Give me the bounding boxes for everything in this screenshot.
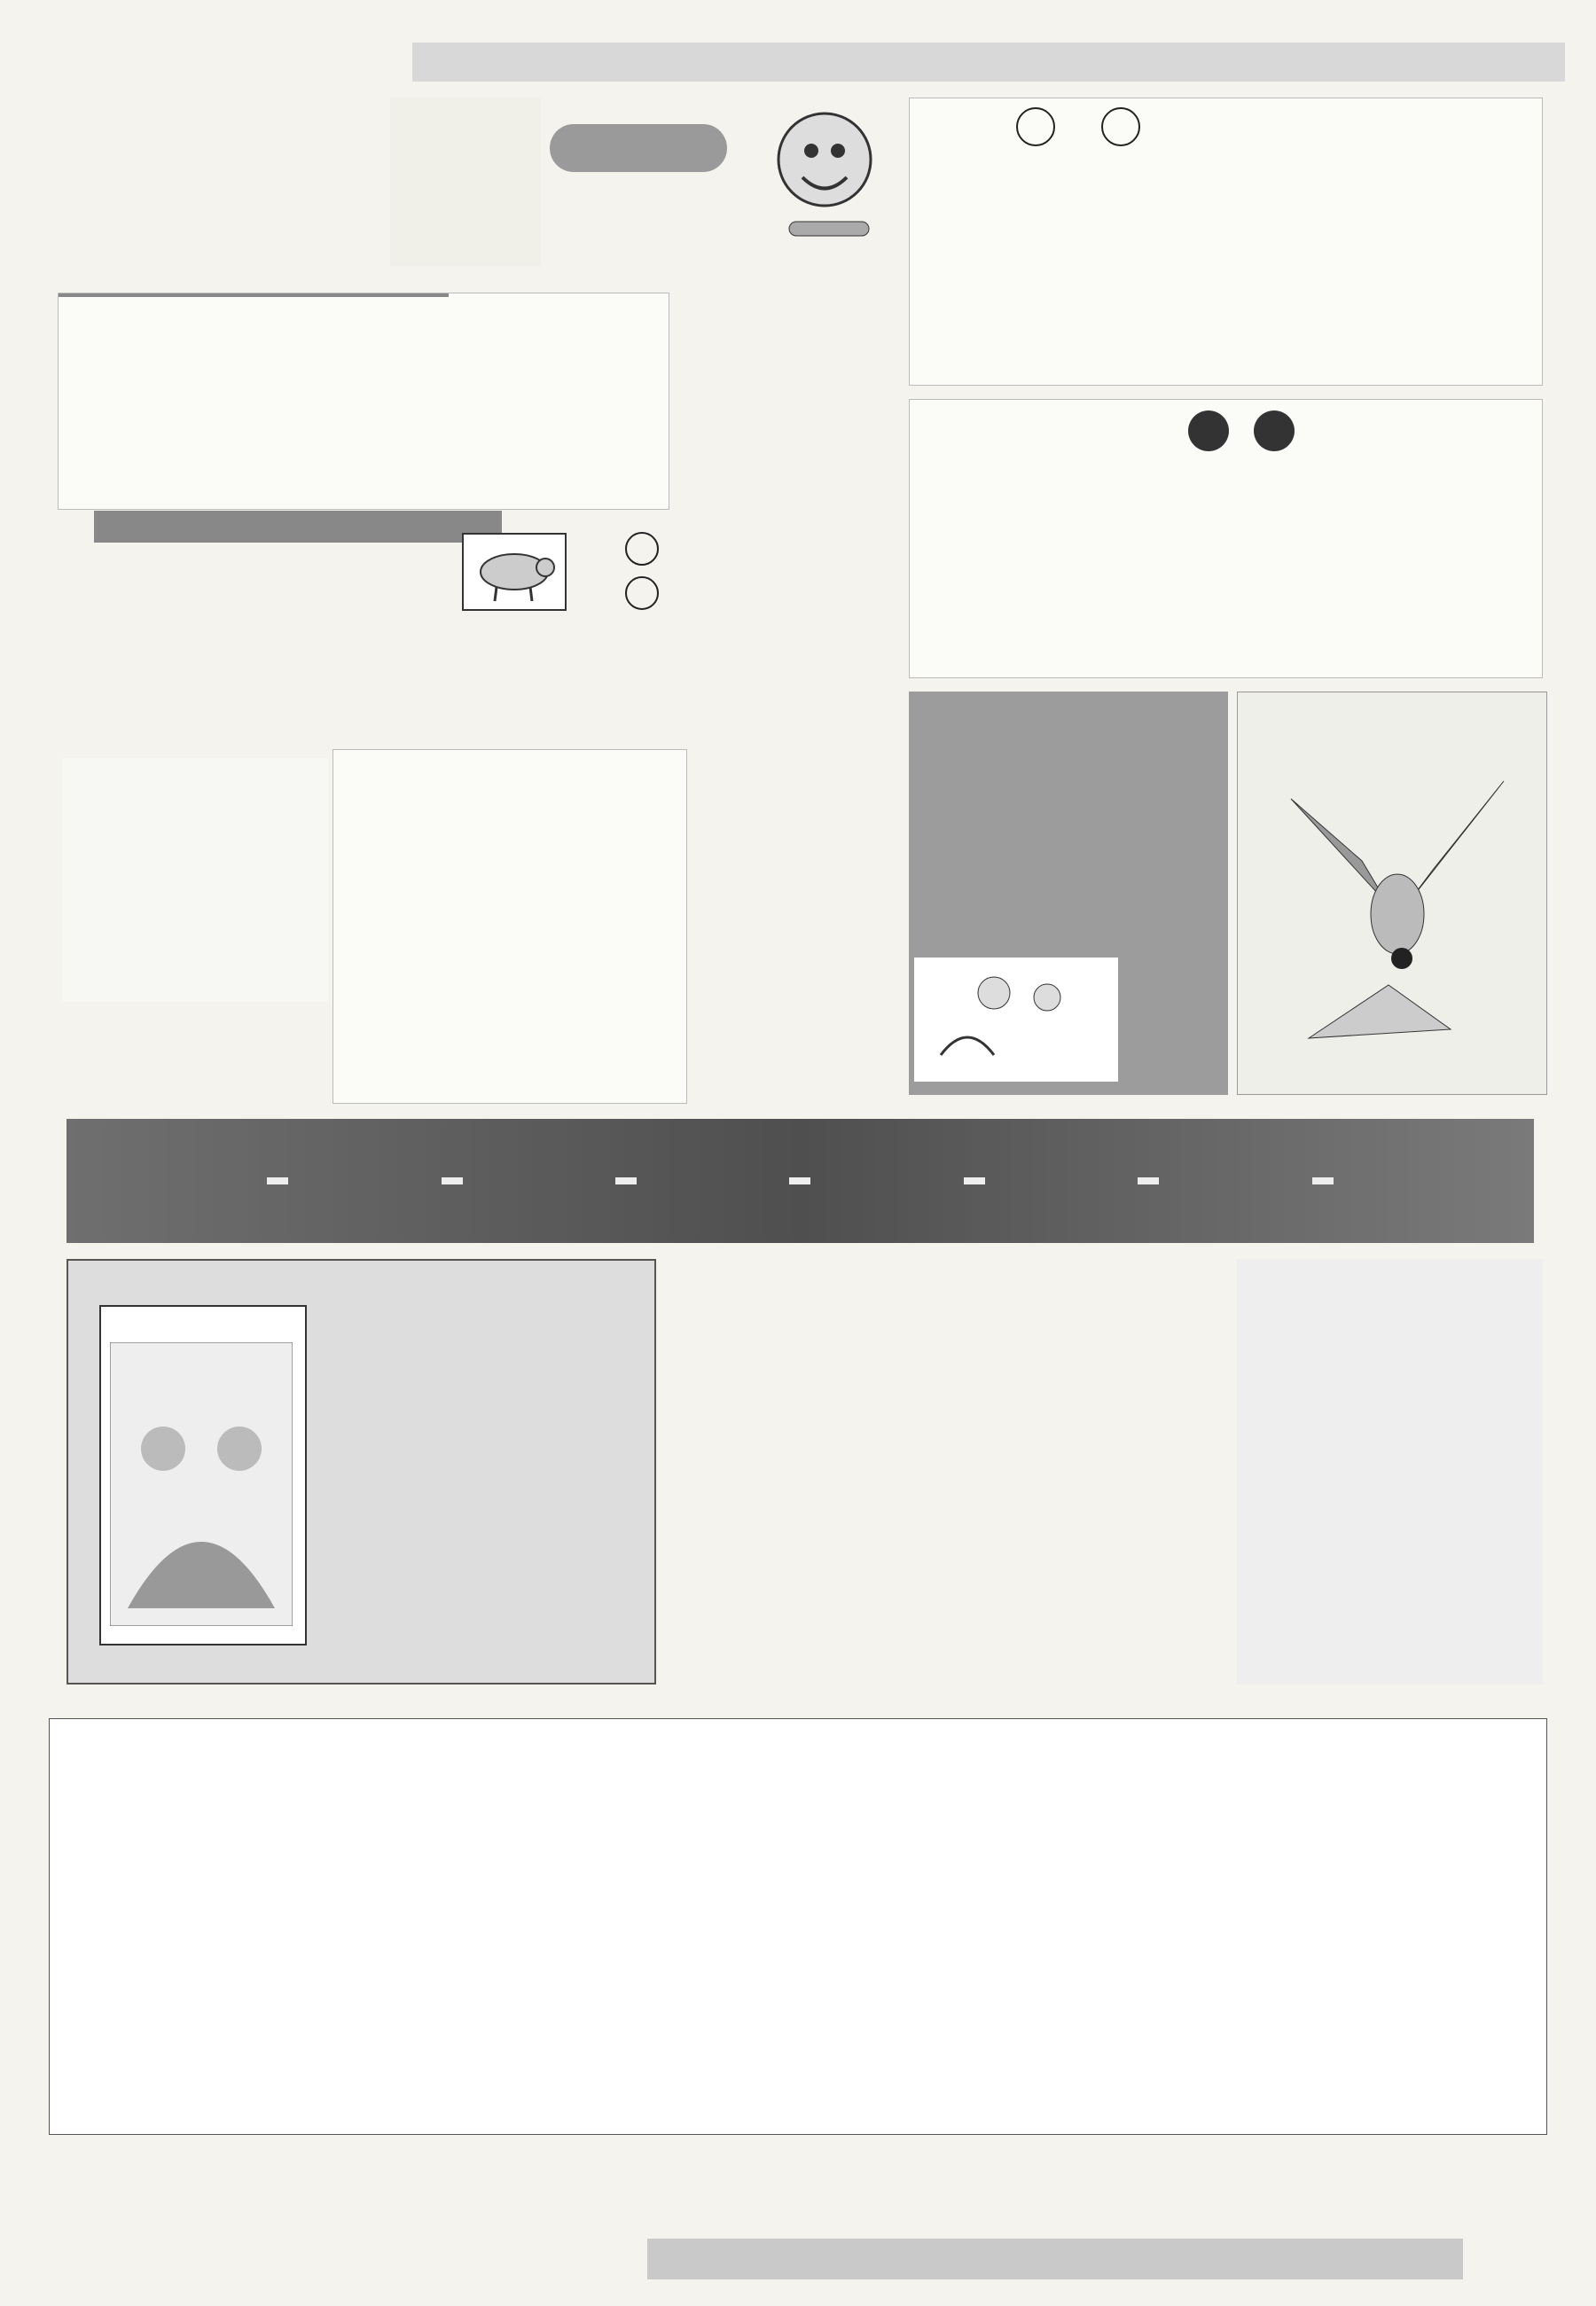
- eagle-icon: [1256, 728, 1530, 1083]
- hit-badge: [550, 124, 727, 172]
- col-header: [427, 301, 544, 324]
- number-ball: [1016, 107, 1055, 146]
- band-title: [66, 1119, 1534, 1243]
- text-columns: [1037, 160, 1533, 373]
- footer-banner: [647, 2239, 1463, 2279]
- gate-table-panel: [58, 293, 669, 510]
- gate-table: [59, 301, 544, 444]
- poem-line: [98, 568, 452, 609]
- pig-icon: [461, 532, 567, 612]
- cell: [310, 324, 427, 348]
- number-ball: [1188, 410, 1229, 451]
- number-ball: [625, 532, 659, 566]
- inside-text: [647, 763, 679, 1096]
- cell: [427, 372, 544, 396]
- col-header: [310, 301, 427, 324]
- cell: [427, 324, 544, 348]
- band-char: [1138, 1177, 1159, 1184]
- number-ball: [1254, 410, 1295, 451]
- col-header: [59, 301, 193, 324]
- cell: [310, 396, 427, 420]
- sheng-panel: [62, 758, 328, 1002]
- band-char: [964, 1177, 985, 1184]
- cell: [193, 348, 310, 372]
- poem-list: [98, 528, 452, 731]
- frequency-stats: [417, 2117, 1547, 2250]
- cell: [427, 348, 544, 372]
- poem-right-cols: [1264, 1272, 1281, 1671]
- shensuan-nums: [625, 532, 674, 617]
- deity-numbers: [1114, 410, 1295, 451]
- table-row: [59, 420, 544, 444]
- tarot-panel: [66, 1259, 656, 1685]
- corner-notice: [390, 98, 541, 266]
- zodiac-wheel: [829, 1268, 1228, 1667]
- cell: [193, 420, 310, 444]
- poem-line: [98, 528, 452, 568]
- page-title: [714, 239, 918, 1108]
- cell: [59, 396, 193, 420]
- gate-table-caption: [59, 293, 449, 297]
- deity-panel: [909, 399, 1543, 678]
- band-char: [1312, 1177, 1334, 1184]
- eagle-panel: [1237, 692, 1547, 1095]
- inside-panel: [332, 749, 687, 1104]
- cell: [193, 396, 310, 420]
- cell: [59, 324, 193, 348]
- col-header: [193, 301, 310, 324]
- cell: [310, 420, 427, 444]
- poem-line: [98, 650, 452, 691]
- ball-subnote: [1344, 302, 1357, 318]
- table-row: [59, 324, 544, 348]
- band-char: [267, 1177, 288, 1184]
- fortune-nums: [1126, 984, 1224, 1059]
- table-row: [59, 372, 544, 396]
- cell: [59, 420, 193, 444]
- history-grid: [49, 1718, 1547, 2135]
- band-char: [615, 1177, 637, 1184]
- band-char: [442, 1177, 463, 1184]
- history-dot-grid: [422, 1719, 1546, 2136]
- poem-right: [1237, 1259, 1543, 1685]
- tarot-card: [99, 1305, 307, 1645]
- band-char: [789, 1177, 810, 1184]
- right-top-panel: [909, 98, 1543, 386]
- children-illustration-icon: [914, 958, 1118, 1082]
- cell: [193, 372, 310, 396]
- cell: [59, 372, 193, 396]
- cell: [59, 348, 193, 372]
- number-ball: [1101, 107, 1140, 146]
- table-row: [59, 348, 544, 372]
- top-banner: [412, 43, 1565, 82]
- title-band: [66, 1119, 1534, 1243]
- ball-subnote: [1442, 302, 1454, 318]
- poem-line: [98, 691, 452, 731]
- lovers-card-icon: [110, 1342, 293, 1626]
- number-ball: [625, 576, 659, 610]
- inside-nums: [413, 856, 419, 1096]
- cell: [310, 372, 427, 396]
- panel-title-row: [1016, 107, 1151, 154]
- cell: [427, 420, 544, 444]
- cell: [427, 396, 544, 420]
- cell: [310, 348, 427, 372]
- poem-line: [98, 609, 452, 650]
- fortune-panel: [909, 692, 1228, 1095]
- cell: [193, 324, 310, 348]
- table-row: [59, 396, 544, 420]
- mascot-icon: [736, 89, 904, 257]
